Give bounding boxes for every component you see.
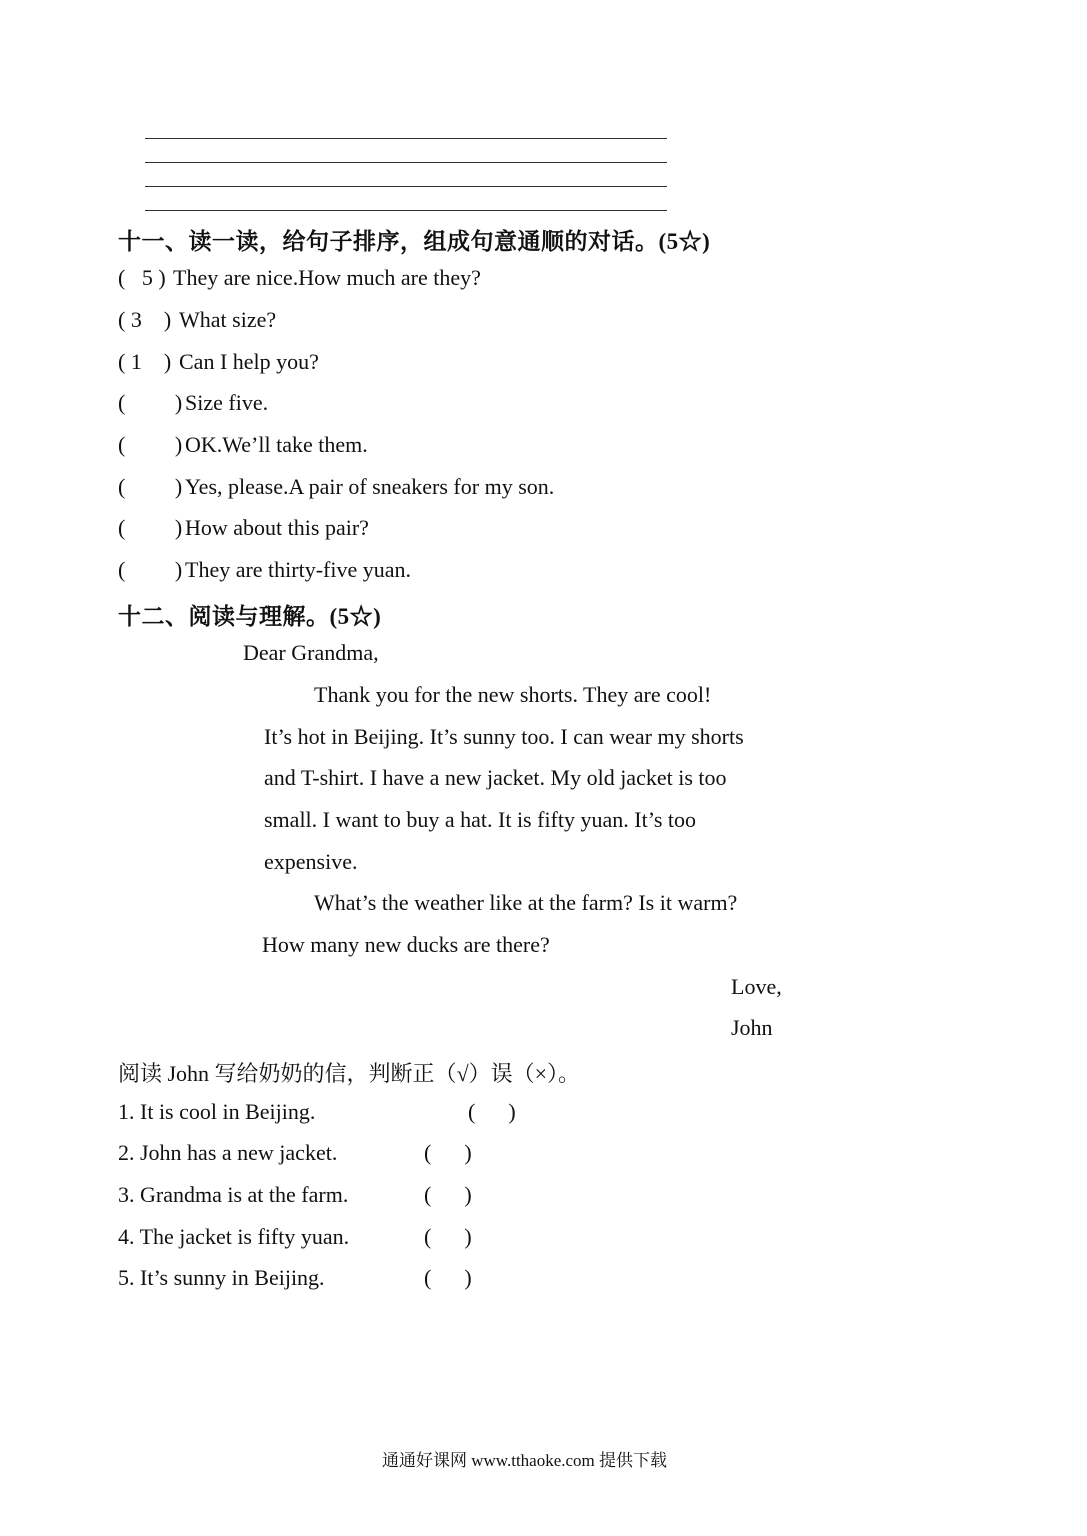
sentence-item: How about this pair? bbox=[185, 515, 369, 540]
sentence-item: Yes, please.A pair of sneakers for my son. bbox=[185, 474, 555, 499]
order-blank[interactable]: ( ) bbox=[118, 432, 183, 457]
letter-line: and T-shirt. I have a new jacket. My old jacket is too bbox=[264, 765, 727, 790]
letter-line: Thank you for the new shorts. They are cool! bbox=[314, 682, 712, 707]
letter-line: How many new ducks are there? bbox=[262, 932, 550, 957]
letter-greeting: Dear Grandma, bbox=[243, 640, 379, 665]
question-item: 1. It is cool in Beijing. bbox=[118, 1099, 316, 1124]
writing-line bbox=[145, 162, 667, 163]
answer-blank[interactable]: ( ) bbox=[424, 1265, 472, 1290]
order-blank[interactable]: ( 1 ) bbox=[118, 349, 172, 374]
section-12-heading: 十二、阅读与理解。(5☆) bbox=[118, 604, 382, 629]
order-blank[interactable]: ( ) bbox=[118, 515, 183, 540]
question-item: 3. Grandma is at the farm. bbox=[118, 1182, 349, 1207]
letter-line: expensive. bbox=[264, 849, 358, 874]
order-blank[interactable]: ( 5 ) bbox=[118, 265, 166, 290]
letter-line: It’s hot in Beijing. It’s sunny too. I can wear my shorts bbox=[264, 724, 744, 749]
writing-line bbox=[145, 138, 667, 139]
order-blank[interactable]: ( ) bbox=[118, 390, 183, 415]
page-footer: 通通好课网 www.tthaoke.com 提供下载 bbox=[382, 1451, 668, 1470]
sentence-item: OK.We’ll take them. bbox=[185, 432, 368, 457]
answer-blank[interactable]: ( ) bbox=[424, 1182, 472, 1207]
letter-closing: Love, bbox=[731, 974, 782, 999]
sentence-item: Size five. bbox=[185, 390, 269, 415]
sentence-item: Can I help you? bbox=[179, 349, 319, 374]
letter-line: What’s the weather like at the farm? Is it warm? bbox=[314, 890, 738, 915]
question-item: 4. The jacket is fifty yuan. bbox=[118, 1224, 350, 1249]
order-blank[interactable]: ( ) bbox=[118, 557, 183, 582]
order-blank[interactable]: ( ) bbox=[118, 474, 183, 499]
answer-blank[interactable]: ( ) bbox=[424, 1140, 472, 1165]
order-blank[interactable]: ( 3 ) bbox=[118, 307, 172, 332]
answer-blank[interactable]: ( ) bbox=[468, 1099, 516, 1124]
sentence-item: What size? bbox=[179, 307, 277, 332]
true-false-instruction: 阅读 John 写给奶奶的信，判断正（√）误（×）。 bbox=[118, 1061, 581, 1086]
question-item: 2. John has a new jacket. bbox=[118, 1140, 338, 1165]
answer-blank[interactable]: ( ) bbox=[424, 1224, 472, 1249]
question-item: 5. It’s sunny in Beijing. bbox=[118, 1265, 325, 1290]
letter-line: small. I want to buy a hat. It is fifty yuan. It’s too bbox=[264, 807, 696, 832]
letter-signature: John bbox=[731, 1015, 773, 1040]
writing-line bbox=[145, 210, 667, 211]
sentence-item: They are thirty-five yuan. bbox=[185, 557, 412, 582]
writing-line bbox=[145, 186, 667, 187]
sentence-item: They are nice.How much are they? bbox=[173, 265, 481, 290]
section-11-heading: 十一、读一读，给句子排序，组成句意通顺的对话。(5☆) bbox=[118, 229, 711, 254]
